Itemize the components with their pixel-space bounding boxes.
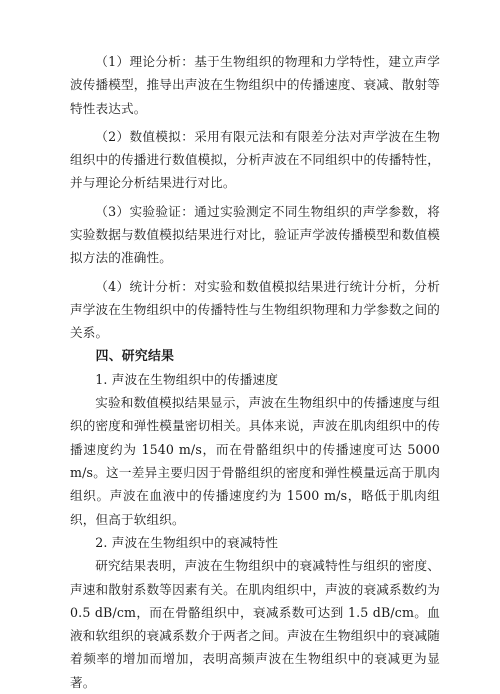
speed-subheading: 1. 声波在生物组织中的传播速度 <box>95 371 279 387</box>
attenuation-paragraph: 研究结果表明，声波在生物组织中的衰减特性与组织的密度、声速和散射系数等因素有关。在肌肉组织中，声波的衰减系数约为 0.5 dB/cm，而在骨骼组织中，衰减系数可达到 1.5 dB/cm。血液和软组织的衰减系数介于两者之间。声波在生物组织中的衰减随着频率的增加而增加，表明高频声波在生物组织中的衰减更为显著。 <box>70 558 440 690</box>
document-page <box>70 50 440 694</box>
method-experiment-paragraph: （3）实验验证：通过实验测定不同生物组织的声学参数，将实验数据与数值模拟结果进行对比，验证声学波传播模型和数值模拟方法的准确性。 <box>70 203 440 266</box>
method-statistics-paragraph: （4）统计分析：对实验和数值模拟结果进行统计分析，分析声学波在生物组织中的传播特性与生物组织物理和力学参数之间的关系。 <box>70 278 440 341</box>
results-heading: 四、研究结果 <box>95 348 175 364</box>
attenuation-subheading: 2. 声波在生物组织中的衰减特性 <box>95 534 279 550</box>
speed-paragraph: 实验和数值模拟结果显示，声波在生物组织中的传播速度与组织的密度和弹性模量密切相关。具体来说，声波在肌肉组织中的传播速度约为 1540 m/s，而在骨骼组织中的传播速度可达 5000 m/s。这一差异主要归因于骨骼组织的密度和弹性模量远高于肌肉组织。声波在血液中的传播速度约为 1500 m/s，略低于肌肉组织，但高于软组织。 <box>70 395 440 527</box>
method-numerical-paragraph: （2）数值模拟：采用有限元法和有限差分法对声学波在生物组织中的传播进行数值模拟，分析声波在不同组织中的传播特性，并与理论分析结果进行对比。 <box>70 128 440 191</box>
method-theory-paragraph: （1）理论分析：基于生物组织的物理和力学特性，建立声学波传播模型，推导出声波在生物组织中的传播速度、衰减、散射等特性表达式。 <box>70 54 440 116</box>
